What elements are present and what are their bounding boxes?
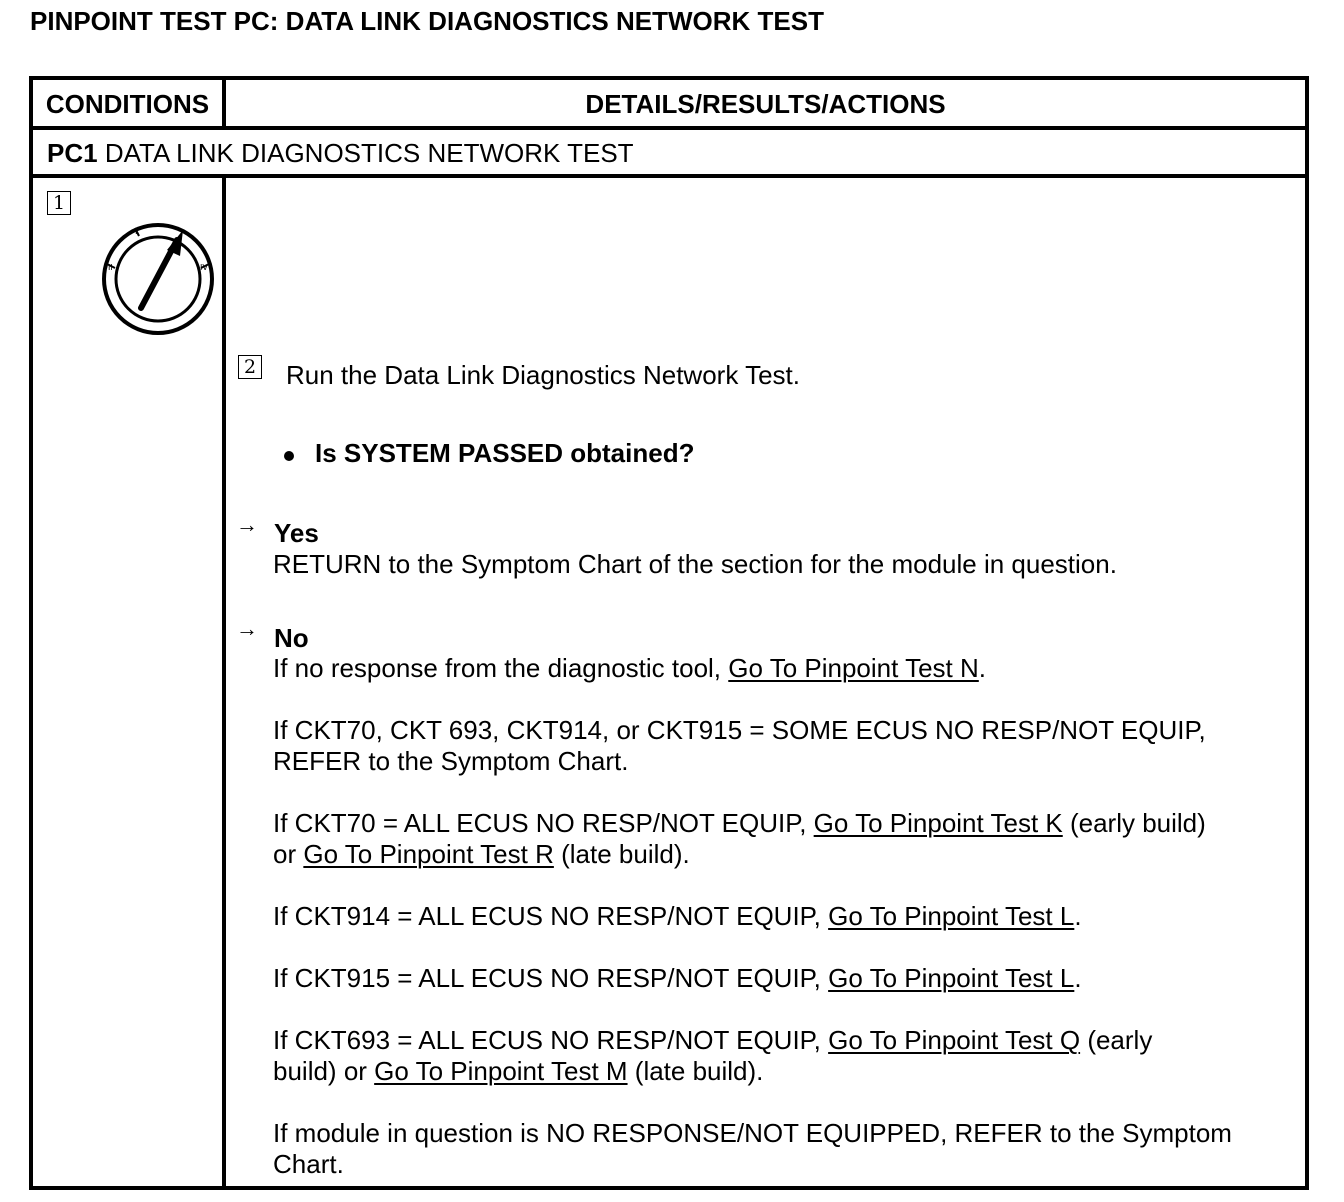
no-action-3-end: (late build). xyxy=(553,839,690,869)
no-action-3-line2 xyxy=(273,839,690,870)
question-text: Is SYSTEM PASSED obtained? xyxy=(315,438,695,468)
yes-label: Yes xyxy=(274,518,319,548)
link-pinpoint-test-l[interactable]: Go To Pinpoint Test L xyxy=(828,901,1075,931)
svg-text:I: I xyxy=(135,227,138,236)
svg-text:II: II xyxy=(108,263,113,272)
svg-text:IV: IV xyxy=(200,263,208,272)
link-pinpoint-test-l-2[interactable]: Go To Pinpoint Test L xyxy=(828,963,1075,993)
bullet-icon xyxy=(284,451,294,461)
no-action-1 xyxy=(273,653,986,684)
table-header-row xyxy=(33,80,1305,130)
no-action-4-text: If CKT914 = ALL ECUS NO RESP/NOT EQUIP, xyxy=(273,901,829,931)
no-action-2-line1: If CKT70, CKT 693, CKT914, or CKT915 = SOME ECUS NO RESP/NOT EQUIP, xyxy=(273,715,1206,745)
yes-action: RETURN to the Symptom Chart of the section for the module in question. xyxy=(273,549,1117,579)
step-2-box: 2 xyxy=(238,355,262,379)
link-pinpoint-test-n[interactable]: Go To Pinpoint Test N xyxy=(728,653,979,683)
no-action-6-line2 xyxy=(273,1056,763,1087)
no-action-4-end: . xyxy=(1074,901,1082,931)
no-action-1-end: . xyxy=(978,653,987,683)
no-action-4 xyxy=(273,901,1082,932)
no-action-6-text: If CKT693 = ALL ECUS NO RESP/NOT EQUIP, xyxy=(273,1025,829,1055)
section-title-row xyxy=(33,130,1305,178)
no-action-6-end: (late build). xyxy=(627,1056,764,1086)
details-header: DETAILS/RESULTS/ACTIONS xyxy=(585,89,946,119)
page-title: PINPOINT TEST PC: DATA LINK DIAGNOSTICS NETWORK TEST xyxy=(30,6,824,36)
pinpoint-test-table xyxy=(29,76,1309,1190)
no-action-1-text: If no response from the diagnostic tool, xyxy=(273,653,729,683)
no-action-6-mid: (early xyxy=(1080,1025,1153,1055)
no-action-5-text: If CKT915 = ALL ECUS NO RESP/NOT EQUIP, xyxy=(273,963,829,993)
no-label: No xyxy=(274,623,309,653)
no-action-7-line1: If module in question is NO RESPONSE/NOT EQUIPPED, REFER to the Symptom xyxy=(273,1118,1232,1148)
no-arrow-icon: → xyxy=(236,616,258,641)
no-action-5-end: . xyxy=(1074,963,1082,993)
no-action-7-line2: Chart. xyxy=(273,1149,344,1179)
no-action-6-line1 xyxy=(273,1025,1152,1056)
yes-arrow-icon: → xyxy=(236,512,258,537)
no-action-5 xyxy=(273,963,1082,994)
step-1-box: 1 xyxy=(47,191,71,215)
no-action-3-line1 xyxy=(273,808,1206,839)
no-action-2-line2: REFER to the Symptom Chart. xyxy=(273,746,629,776)
conditions-cell xyxy=(33,178,226,1186)
no-action-3-text: If CKT70 = ALL ECUS NO RESP/NOT EQUIP, xyxy=(273,808,814,838)
link-pinpoint-test-r[interactable]: Go To Pinpoint Test R xyxy=(303,839,554,869)
link-pinpoint-test-m[interactable]: Go To Pinpoint Test M xyxy=(374,1056,628,1086)
no-action-6-build: build) or xyxy=(273,1056,375,1086)
section-name: DATA LINK DIAGNOSTICS NETWORK TEST xyxy=(104,138,634,168)
details-cell xyxy=(226,178,1305,1186)
section-code: PC1 xyxy=(47,138,98,168)
ignition-key-icon xyxy=(101,222,215,336)
step-2-instruction: Run the Data Link Diagnostics Network Test. xyxy=(286,360,800,390)
no-action-3-or: or xyxy=(273,839,304,869)
link-pinpoint-test-k[interactable]: Go To Pinpoint Test K xyxy=(813,808,1063,838)
no-action-3-mid: (early build) xyxy=(1062,808,1206,838)
link-pinpoint-test-q[interactable]: Go To Pinpoint Test Q xyxy=(828,1025,1081,1055)
conditions-header: CONDITIONS xyxy=(33,80,226,126)
